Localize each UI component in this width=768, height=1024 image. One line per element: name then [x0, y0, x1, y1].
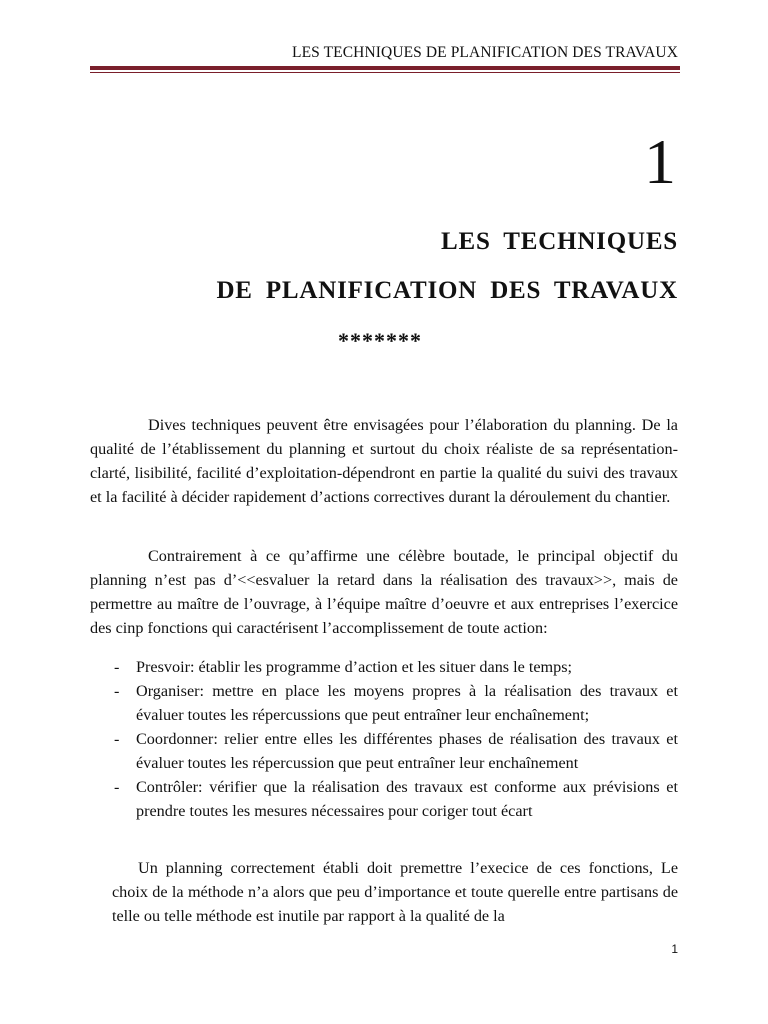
header-rule-thick — [90, 66, 680, 70]
list-dash: - — [114, 658, 120, 676]
list-item — [90, 727, 678, 775]
list-item — [90, 679, 678, 727]
paragraph-1 — [90, 413, 678, 509]
chapter-title-line-2: DE PLANIFICATION DES TRAVAUX — [216, 277, 678, 304]
chapter-number: 1 — [644, 126, 676, 197]
list-item — [90, 775, 678, 823]
list-item-text: Coordonner: relier entre elles les différentes phases de réalisation des travaux et évaluer toutes les répercussion que peut entraîner leur enchaînement — [136, 730, 678, 772]
function-list — [90, 655, 678, 823]
paragraph-2-text: Contrairement à ce qu’affirme une célèbre boutade, le principal objectif du planning n’est pas d’<<esvaluer la retard dans la réalisation des travaux>>, mais de permettre au maître de l’ouvrage, à l’équipe maître d’oeuvre et aux entreprises l’exercice des cinp fonctions qui caractérisent l’accomplissement de toute action: — [90, 547, 678, 637]
list-item-text: Presvoir: établir les programme d’action et les situer dans le temps; — [136, 658, 573, 676]
paragraph-1-text: Dives techniques peuvent être envisagées pour l’élaboration du planning. De la qualité de l’établissement du planning et surtout du choix réaliste de sa représentation-clarté, lisibilité, facilité d’exploitation-dépendront en partie la qualité du suivi des travaux et la facilité à décider rapidement d’actions correctives durant la déroulement du chantier. — [90, 416, 678, 506]
list-item-text: Organiser: mettre en place les moyens propres à la réalisation des travaux et évaluer toutes les répercussions que peut entraîner leur enchaînement; — [136, 682, 678, 724]
page-number: 1 — [671, 942, 678, 956]
list-dash: - — [114, 682, 120, 700]
running-header: LES TECHNIQUES DE PLANIFICATION DES TRAVAUX — [292, 44, 678, 61]
header-rule-thin — [90, 72, 680, 73]
list-dash: - — [114, 778, 120, 796]
title-separator: ******* — [338, 328, 422, 353]
list-item — [90, 655, 678, 679]
list-dash: - — [114, 730, 120, 748]
closing-paragraph: Un planning correctement établi doit premettre l’execice de ces fonctions, Le choix de la méthode n’a alors que peu d’importance et toute querelle entre partisans de telle ou telle méthode est inutile par rapport à la qualité de la — [112, 859, 678, 925]
paragraph-2 — [90, 544, 678, 640]
list-item-text: Contrôler: vérifier que la réalisation des travaux est conforme aux prévisions et prendre toutes les mesures nécessaires pour coriger tout écart — [136, 778, 678, 820]
chapter-title-line-1: LES TECHNIQUES — [441, 228, 678, 255]
